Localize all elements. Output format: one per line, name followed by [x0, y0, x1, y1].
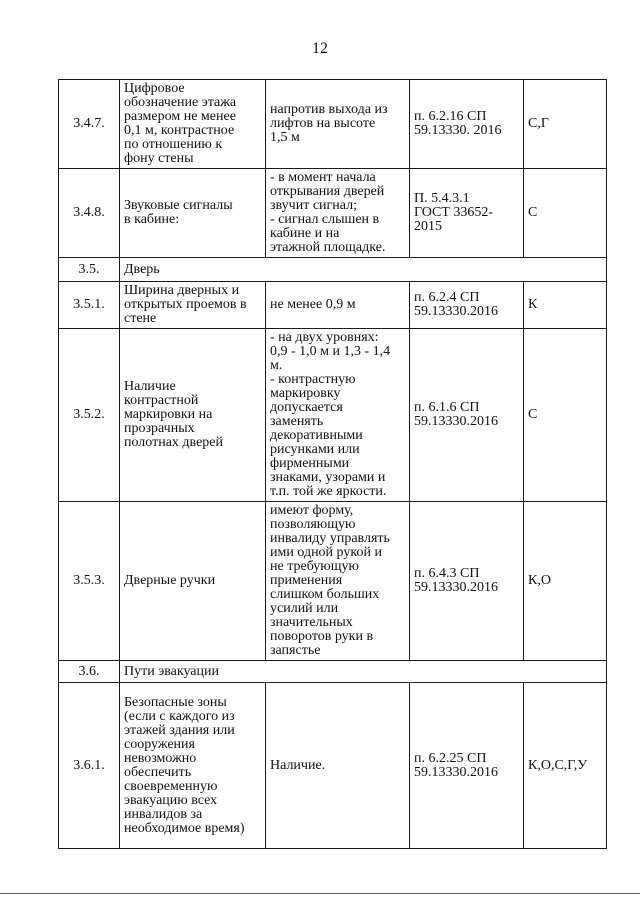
- item-name-line: в кабине:: [124, 212, 180, 227]
- section-title: Пути эвакуации: [120, 661, 607, 683]
- item-name-line: стене: [124, 311, 157, 326]
- item-requirement-line: усилий или: [270, 601, 339, 616]
- item-reference-line: п. 6.1.6 СП: [414, 400, 480, 415]
- section-row: [59, 258, 607, 282]
- item-reference: [410, 683, 524, 849]
- item-requirement-line: напротив выхода из: [270, 102, 388, 117]
- item-requirement-line: имеют форму,: [270, 503, 354, 518]
- item-reference: [410, 282, 524, 329]
- item-reference-line: 59.13330.2016: [414, 414, 498, 429]
- item-name-line: маркировки на: [124, 407, 213, 422]
- item-requirement-line: - контрастную: [270, 372, 356, 387]
- item-reference-line: п. 6.4.3 СП: [414, 566, 480, 581]
- table-row: [59, 683, 607, 849]
- item-requirement-line: - сигнал слышен в: [270, 212, 380, 227]
- item-requirement-line: не менее 0,9 м: [270, 297, 356, 312]
- table-row: [59, 282, 607, 329]
- item-number: 3.4.7.: [59, 80, 120, 169]
- item-name: [120, 683, 266, 849]
- item-requirement-line: ими одной рукой и: [270, 545, 382, 560]
- item-requirement-line: маркировку: [270, 386, 341, 401]
- item-requirement: [266, 80, 410, 169]
- item-category: С: [524, 329, 607, 502]
- item-reference-line: 59.13330. 2016: [414, 123, 502, 138]
- item-name: [120, 329, 266, 502]
- table-row: [59, 80, 607, 169]
- item-name-line: прозрачных: [124, 421, 195, 436]
- item-name: [120, 502, 266, 661]
- item-reference: [410, 80, 524, 169]
- item-name: [120, 80, 266, 169]
- item-name-line: сооружения: [124, 736, 195, 752]
- item-requirement-line: Наличие.: [270, 757, 326, 773]
- item-name-line: невозможно: [124, 750, 197, 766]
- item-requirement-line: знаками, узорами и: [270, 470, 386, 485]
- item-requirement: [266, 282, 410, 329]
- item-reference-line: 59.13330.2016: [414, 580, 498, 595]
- item-category: С: [524, 169, 607, 258]
- item-requirement-line: лифтов на высоте: [270, 116, 376, 131]
- item-reference-line: П. 5.4.3.1: [414, 191, 470, 206]
- item-reference-line: ГОСТ 33652-: [414, 205, 494, 220]
- item-number: 3.5.3.: [59, 502, 120, 661]
- item-requirement-line: м.: [270, 358, 283, 373]
- item-requirement-line: применения: [270, 573, 343, 588]
- item-requirement-line: декоративными: [270, 428, 363, 443]
- page-number: 12: [312, 40, 328, 57]
- item-reference: [410, 169, 524, 258]
- item-name-line: фону стены: [124, 151, 194, 166]
- section-row: [59, 661, 607, 683]
- item-name-line: необходимое время): [124, 820, 245, 836]
- section-title: Дверь: [120, 258, 607, 282]
- item-name-line: Звуковые сигналы: [124, 198, 233, 213]
- item-reference: [410, 329, 524, 502]
- item-name-line: Безопасные зоны: [124, 694, 227, 710]
- item-reference-line: 2015: [414, 219, 442, 234]
- item-requirement-line: т.п. той же яркости.: [270, 484, 387, 499]
- item-name-line: Цифровое: [124, 81, 185, 96]
- item-name-line: контрастной: [124, 393, 199, 408]
- item-requirement-line: открывания дверей: [270, 184, 385, 199]
- item-name-line: Ширина дверных и: [124, 283, 240, 298]
- item-name-line: обозначение этажа: [124, 95, 237, 110]
- item-number: 3.5.1.: [59, 282, 120, 329]
- table-row: [59, 169, 607, 258]
- item-requirement-line: не требующую: [270, 559, 359, 574]
- requirements-table: [58, 79, 607, 849]
- item-number: 3.6.: [59, 661, 120, 683]
- item-name: [120, 282, 266, 329]
- item-name-line: (если с каждого из: [124, 708, 235, 724]
- item-number: 3.5.: [59, 258, 120, 282]
- item-requirement-line: запястье: [270, 643, 321, 658]
- table-row: [59, 329, 607, 502]
- item-requirement-line: поворотов руки в: [270, 629, 374, 644]
- item-requirement-line: этажной площадке.: [270, 240, 386, 255]
- item-reference-line: п. 6.2.25 СП: [414, 750, 487, 766]
- item-requirement-line: рисунками или: [270, 442, 360, 457]
- item-requirement-line: слишком больших: [270, 587, 380, 602]
- item-requirement-line: допускается: [270, 400, 343, 415]
- item-requirement: [266, 502, 410, 661]
- item-reference-line: 59.13330.2016: [414, 304, 498, 319]
- item-reference-line: 59.13330.2016: [414, 764, 498, 780]
- item-name-line: эвакуацию всех: [124, 792, 218, 808]
- item-category: К,О,С,Г,У: [524, 683, 607, 849]
- page-bottom-rule: [0, 893, 640, 894]
- item-requirement-line: заменять: [270, 414, 324, 429]
- item-category: С,Г: [524, 80, 607, 169]
- item-name-line: своевременную: [124, 778, 218, 794]
- item-requirement-line: звучит сигнал;: [270, 198, 357, 213]
- item-requirement: [266, 683, 410, 849]
- item-number: 3.5.2.: [59, 329, 120, 502]
- table-row: [59, 502, 607, 661]
- item-requirement-line: - на двух уровнях:: [270, 330, 379, 345]
- item-name-line: открытых проемов в: [124, 297, 247, 312]
- item-reference: [410, 502, 524, 661]
- item-requirement-line: 0,9 - 1,0 м и 1,3 - 1,4: [270, 344, 391, 359]
- item-name-line: Наличие: [124, 379, 176, 394]
- item-requirement: [266, 169, 410, 258]
- item-category: К,О: [524, 502, 607, 661]
- item-name-line: размером не менее: [124, 109, 236, 124]
- item-name-line: по отношению к: [124, 137, 223, 152]
- item-number: 3.6.1.: [59, 683, 120, 849]
- item-requirement-line: фирменными: [270, 456, 350, 471]
- item-number: 3.4.8.: [59, 169, 120, 258]
- item-requirement-line: позволяющую: [270, 517, 356, 532]
- item-name-line: обеспечить: [124, 764, 192, 780]
- item-name-line: 0,1 м, контрастное: [124, 123, 235, 138]
- item-name: [120, 169, 266, 258]
- item-requirement-line: 1,5 м: [270, 130, 300, 145]
- item-name-line: инвалидов за: [124, 806, 203, 822]
- item-requirement: [266, 329, 410, 502]
- item-name-line: этажей здания или: [124, 722, 235, 738]
- item-reference-line: п. 6.2.4 СП: [414, 290, 480, 305]
- item-category: К: [524, 282, 607, 329]
- item-requirement-line: кабине и на: [270, 226, 340, 241]
- item-requirement-line: инвалиду управлять: [270, 531, 390, 546]
- item-requirement-line: - в момент начала: [270, 170, 376, 185]
- item-name-line: полотнах дверей: [124, 435, 224, 450]
- item-requirement-line: значительных: [270, 615, 353, 630]
- item-reference-line: п. 6.2.16 СП: [414, 109, 487, 124]
- item-name-line: Дверные ручки: [124, 573, 216, 588]
